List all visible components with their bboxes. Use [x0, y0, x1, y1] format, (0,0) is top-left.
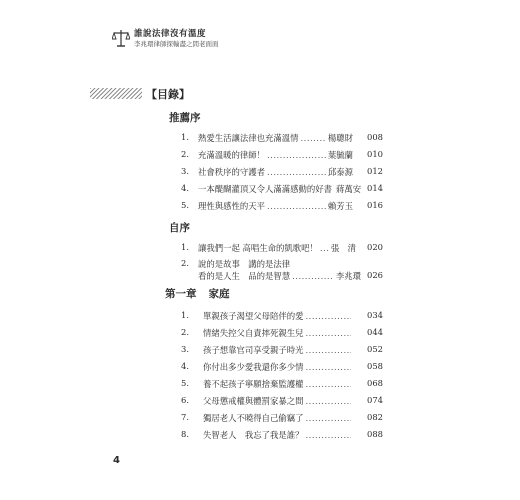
entry-title: 充滿溫暖的律師！ — [198, 150, 265, 160]
entry-number: 2. — [181, 258, 189, 268]
running-header — [112, 22, 232, 62]
entry-number: 1. — [181, 132, 189, 142]
dot-leader — [306, 430, 352, 440]
entry-page: 068 — [367, 378, 383, 388]
entry-title: 孩子想靠官司享受親子時光 — [203, 345, 304, 355]
entry-number: 2. — [181, 149, 189, 159]
entry-number: 8. — [181, 429, 189, 439]
entry-title: 獨居老人不曉得自己偷竊了 — [203, 413, 304, 423]
toc-entry[interactable] — [181, 166, 381, 180]
chapter-name: 家庭 — [208, 288, 230, 300]
entry-number: 3. — [181, 344, 189, 354]
entry-author: 楊聰財 — [327, 133, 353, 143]
entry-title: 失智老人 我忘了我是誰？ — [203, 430, 304, 440]
toc-entry[interactable] — [181, 132, 381, 146]
entry-number: 5. — [181, 200, 189, 210]
entry-number: 5. — [181, 378, 189, 388]
entry-page: 014 — [367, 183, 383, 193]
entry-page: 058 — [367, 361, 383, 371]
entry-author: 賴芳玉 — [327, 201, 353, 211]
entry-page: 044 — [367, 327, 383, 337]
entry-page: 026 — [367, 270, 383, 280]
toc-entry[interactable] — [181, 429, 381, 443]
entry-page: 088 — [367, 429, 383, 439]
entry-number: 1. — [181, 310, 189, 320]
dot-leader — [320, 243, 329, 253]
dot-leader — [306, 311, 352, 321]
dot-leader — [267, 167, 326, 177]
entry-title: 熱愛生活讓法律也充滿溫情 — [198, 133, 299, 143]
toc-entry[interactable] — [181, 361, 381, 375]
entry-author: 蔣萬安 — [336, 184, 362, 194]
hatch-bar-decoration — [90, 88, 142, 99]
toc-entry[interactable] — [181, 258, 381, 286]
dot-leader — [306, 345, 352, 355]
toc-entry[interactable] — [181, 327, 381, 341]
toc-title: 【目錄】 — [146, 88, 190, 101]
dot-leader — [267, 201, 326, 211]
toc-entry[interactable] — [181, 344, 381, 358]
entry-title: 你付出多少愛我還你多少情 — [203, 362, 304, 372]
toc-entry[interactable] — [181, 378, 381, 392]
chapter-number: 第一章 — [165, 288, 197, 300]
entry-number: 7. — [181, 412, 189, 422]
entry-page: 010 — [367, 149, 383, 159]
toc-entry[interactable] — [181, 183, 381, 197]
toc-entry[interactable] — [181, 412, 381, 426]
entry-title: 養不起孩子寧願捨棄監護權 — [203, 379, 304, 389]
entry-author: 李兆環 — [335, 271, 361, 281]
book-title: 誰說法律沒有溫度 — [134, 29, 207, 39]
toc-entry[interactable] — [181, 200, 381, 214]
entry-title: 讓我們一起 高唱生命的凱歌吧！ — [198, 243, 318, 253]
dot-leader — [306, 362, 352, 372]
entry-title: 情緒失控父自責摔死親生兒 — [203, 328, 304, 338]
entry-title: 理性與感性的天平 — [198, 201, 265, 211]
entry-author: 張 清 — [330, 243, 356, 253]
entry-page: 052 — [367, 344, 383, 354]
entry-author: 邱泰源 — [327, 167, 353, 177]
entry-number: 3. — [181, 166, 189, 176]
dot-leader — [306, 396, 352, 406]
entry-number: 2. — [181, 327, 189, 337]
chapter-heading — [165, 286, 230, 301]
page-number: 4 — [113, 455, 120, 466]
toc-entry[interactable] — [181, 310, 381, 324]
entry-page: 074 — [367, 395, 383, 405]
entry-page: 008 — [367, 132, 383, 142]
entry-page: 020 — [367, 242, 383, 252]
toc-entry[interactable] — [181, 149, 381, 163]
dot-leader — [301, 133, 326, 143]
book-subtitle: 李兆環律師探輸盡之間老面面 — [134, 40, 219, 48]
dot-leader — [267, 150, 326, 160]
entry-number: 4. — [181, 361, 189, 371]
dot-leader — [306, 379, 352, 389]
entry-title-line1: 說的是故事 講的是法律 — [198, 259, 291, 269]
entry-page: 034 — [367, 310, 383, 320]
entry-title-line2: 看的是人生 品的是智慧 — [198, 271, 291, 281]
dot-leader — [306, 328, 352, 338]
toc-entry[interactable] — [181, 242, 381, 256]
scales-of-justice-icon — [112, 28, 130, 48]
entry-number: 4. — [181, 183, 189, 193]
entry-page: 082 — [367, 412, 383, 422]
toc-entry[interactable] — [181, 395, 381, 409]
entry-title: 社會秩序的守護者 — [198, 167, 265, 177]
entry-title: 一本醍醐灌頂又令人滿滿感動的好書 — [198, 184, 332, 194]
section-heading-author-preface: 自序 — [169, 222, 190, 234]
entry-number: 1. — [181, 242, 189, 252]
entry-title: 父母懲戒權與體罰家暴之間 — [203, 396, 304, 406]
entry-page: 012 — [367, 166, 383, 176]
entry-number: 6. — [181, 395, 189, 405]
dot-leader — [292, 271, 334, 281]
entry-title: 單親孩子渴望父母陪伴的愛 — [203, 311, 304, 321]
section-heading-recommendation: 推薦序 — [169, 112, 201, 124]
dot-leader — [306, 413, 352, 423]
entry-author: 葉毓蘭 — [327, 150, 353, 160]
entry-page: 016 — [367, 200, 383, 210]
